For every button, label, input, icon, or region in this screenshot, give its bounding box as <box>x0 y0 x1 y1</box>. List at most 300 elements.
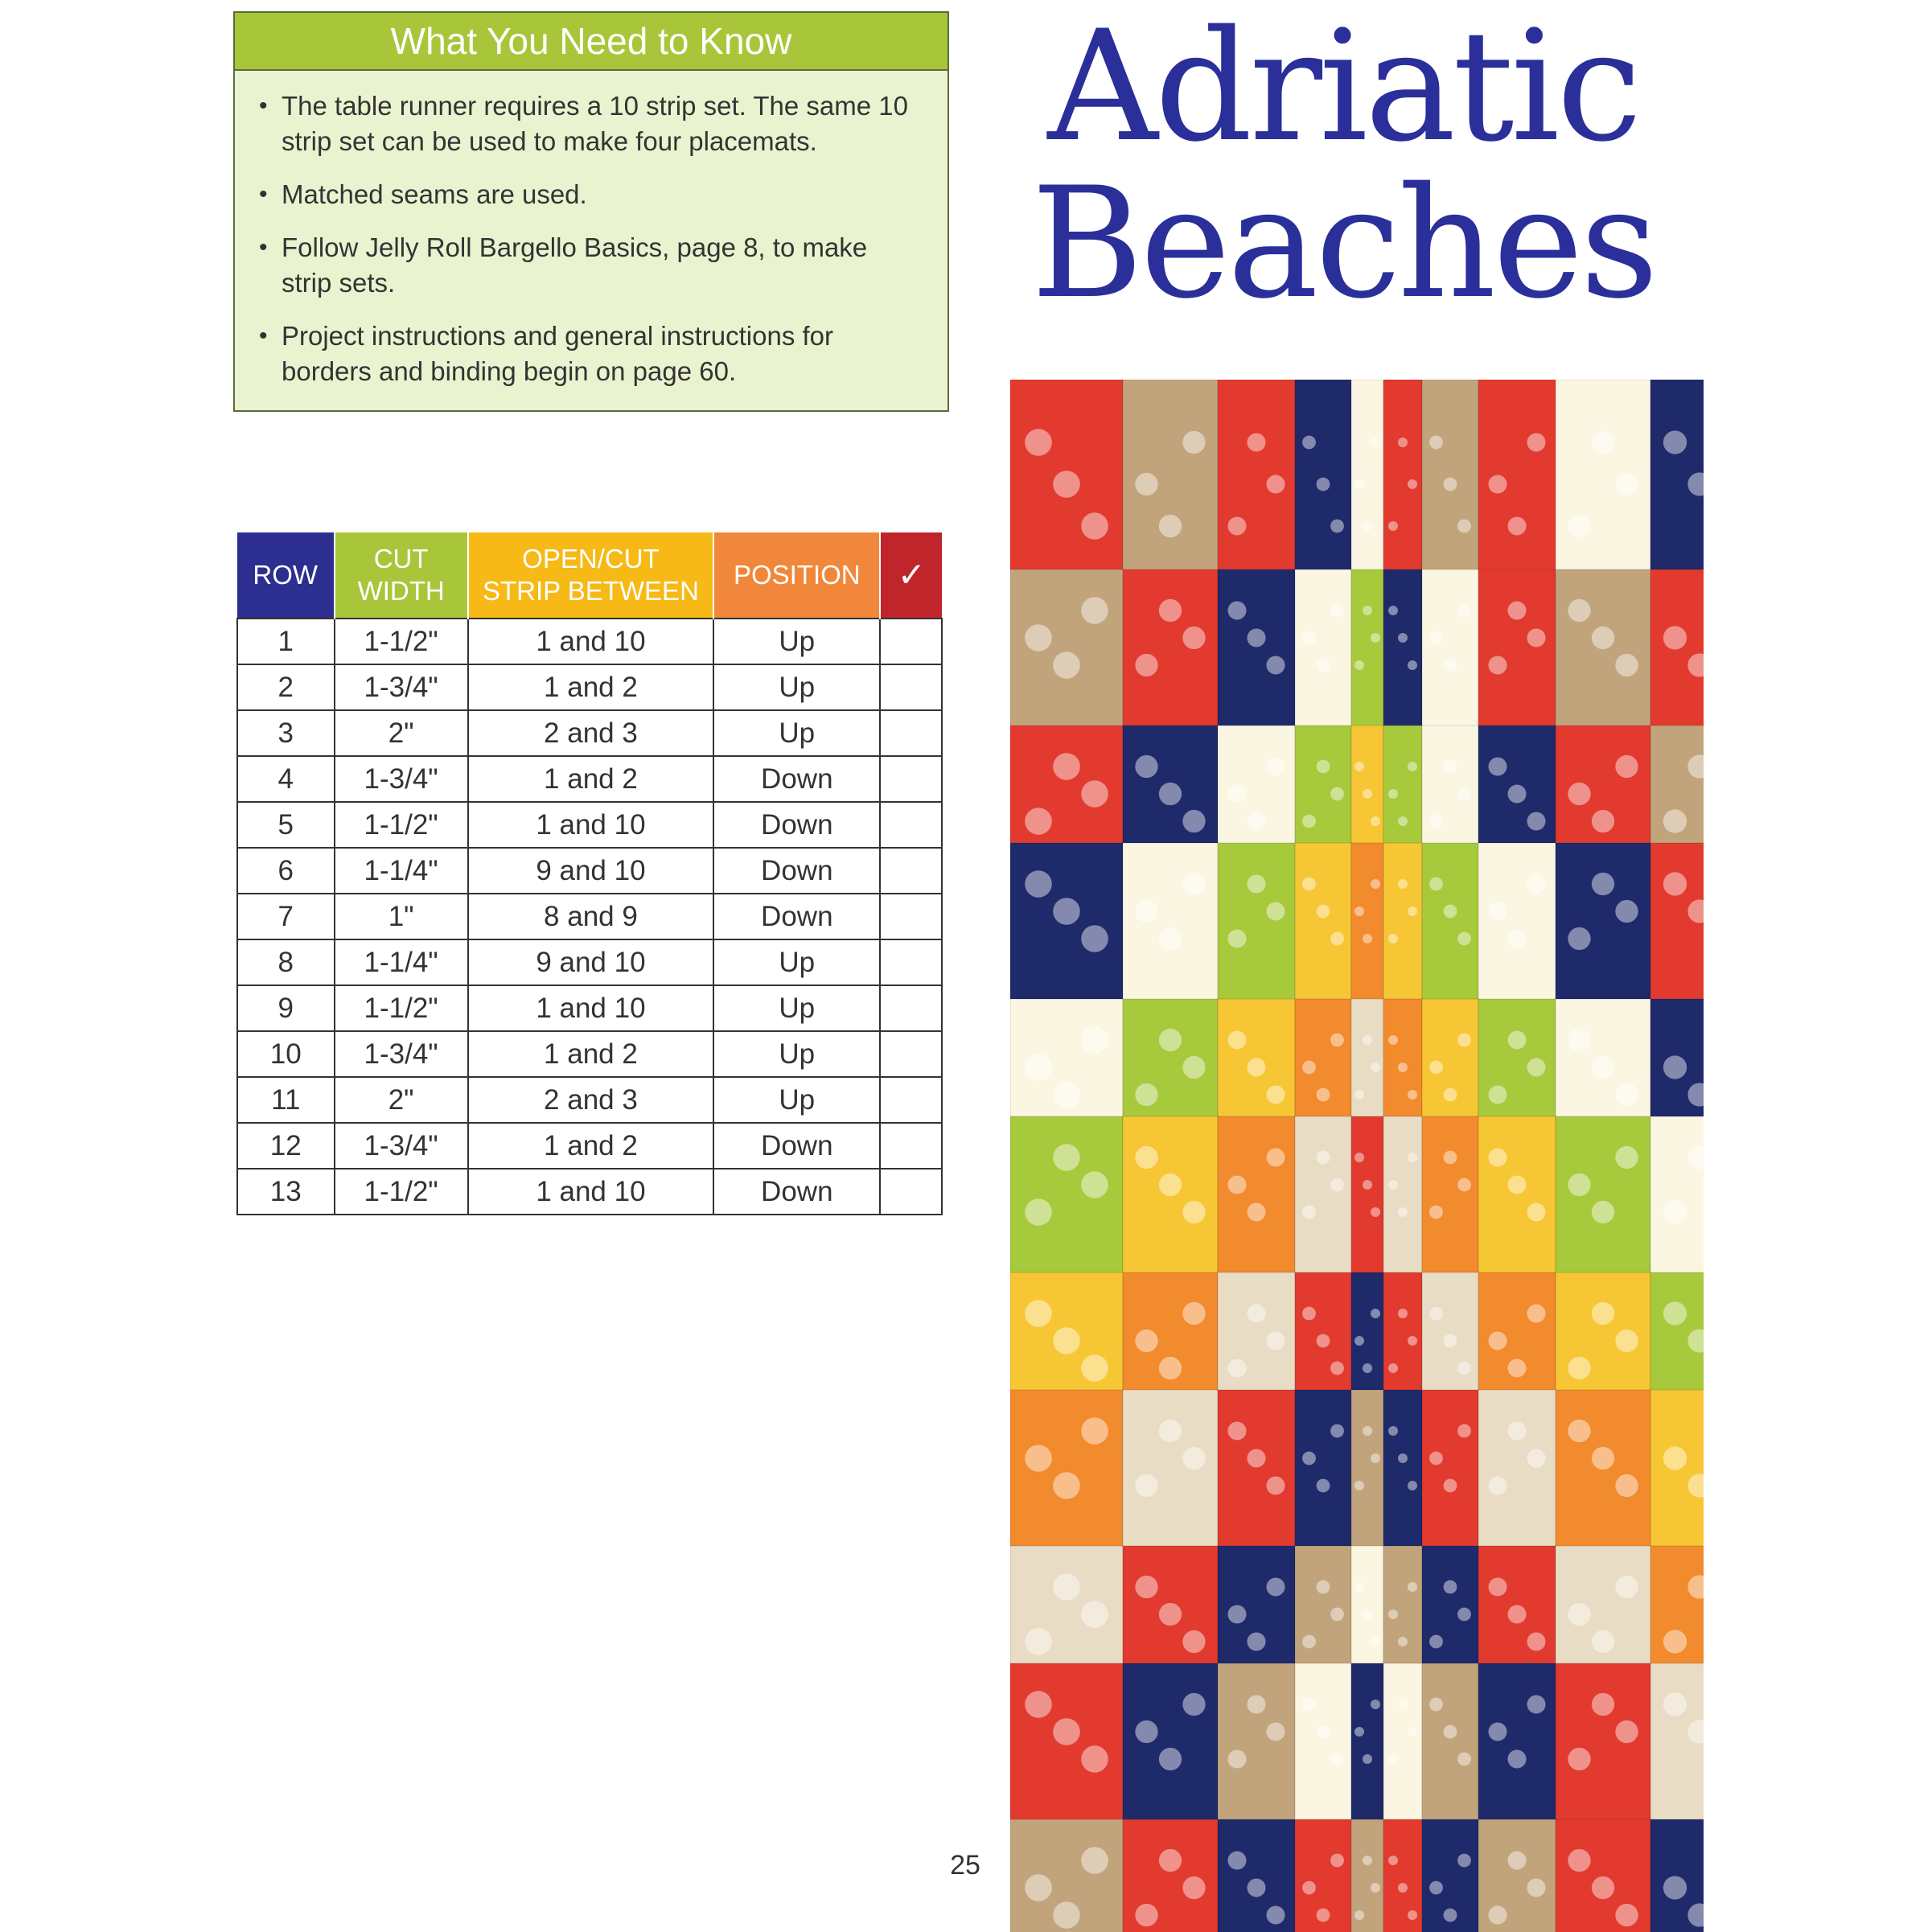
fabric-motif <box>1507 516 1526 535</box>
quilt-patch <box>1218 843 1295 1004</box>
fabric-motif <box>1330 932 1344 946</box>
fabric-motif <box>1227 516 1246 535</box>
quilt-patch <box>1351 1390 1383 1551</box>
fabric-motif <box>1317 760 1330 774</box>
cell-open-cut: 8 and 9 <box>468 894 713 939</box>
fabric-motif <box>1398 1063 1408 1072</box>
fabric-motif <box>1568 1849 1590 1872</box>
fabric-motif <box>1053 1081 1080 1108</box>
fabric-motif <box>1363 1856 1372 1865</box>
fabric-motif <box>1398 438 1408 447</box>
fabric-motif <box>1302 631 1316 645</box>
fabric-motif <box>1317 905 1330 919</box>
quilt-photo <box>1010 380 1704 1932</box>
cell-row: 7 <box>237 894 335 939</box>
cell-position: Up <box>713 1031 880 1077</box>
fabric-motif <box>1429 1206 1443 1219</box>
fabric-motif <box>1081 925 1108 952</box>
fabric-motif <box>1429 878 1443 891</box>
quilt-patch <box>1218 1390 1295 1551</box>
cutting-table <box>236 532 943 1215</box>
fabric-motif <box>1568 599 1590 622</box>
fabric-motif <box>1663 809 1687 832</box>
fabric-motif <box>1663 1055 1687 1079</box>
header-cut-width <box>335 532 468 619</box>
fabric-motif <box>1025 1874 1052 1901</box>
fabric-motif <box>1388 606 1398 615</box>
table-row <box>237 985 942 1031</box>
fabric-motif <box>1408 1153 1417 1162</box>
fabric-motif <box>1159 599 1182 622</box>
fabric-motif <box>1568 1748 1590 1770</box>
cell-position: Down <box>713 756 880 802</box>
fabric-motif <box>1266 475 1285 493</box>
fabric-motif <box>1227 1030 1246 1049</box>
fabric-motif <box>1053 1327 1080 1354</box>
cell-cut-width: 2" <box>335 710 468 756</box>
fabric-motif <box>1025 1691 1052 1718</box>
fabric-motif <box>1457 932 1471 946</box>
fabric-motif <box>1592 1302 1614 1325</box>
fabric-motif <box>1507 1359 1526 1377</box>
fabric-motif <box>1081 1745 1108 1773</box>
fabric-motif <box>1053 1144 1080 1171</box>
fabric-motif <box>1135 1083 1157 1106</box>
fabric-motif <box>1592 627 1614 649</box>
fabric-motif <box>1135 755 1157 778</box>
fabric-motif <box>1592 1877 1614 1899</box>
fabric-motif <box>1488 475 1507 493</box>
fabric-motif <box>1363 1754 1372 1764</box>
fabric-motif <box>1025 808 1052 835</box>
cell-cut-width: 1-1/4" <box>335 848 468 894</box>
cell-checkbox[interactable] <box>880 939 942 985</box>
fabric-motif <box>1081 1026 1108 1054</box>
table-row <box>237 1077 942 1123</box>
fabric-motif <box>1488 1148 1507 1166</box>
fabric-motif <box>1025 429 1052 456</box>
fabric-motif <box>1527 812 1545 830</box>
table-row <box>237 894 942 939</box>
cell-checkbox[interactable] <box>880 664 942 710</box>
fabric-motif <box>1182 1302 1205 1325</box>
fabric-motif <box>1398 633 1408 643</box>
fabric-motif <box>1527 433 1545 451</box>
fabric-motif <box>1363 789 1372 799</box>
fabric-motif <box>1363 1363 1372 1373</box>
fabric-motif <box>1457 1034 1471 1047</box>
title-line-1: Adriatic <box>1047 0 1639 175</box>
fabric-motif <box>1388 1754 1398 1764</box>
fabric-motif <box>1081 1171 1108 1198</box>
fabric-motif <box>1527 1632 1545 1650</box>
fabric-motif <box>1444 478 1457 491</box>
fabric-motif <box>1182 1877 1205 1899</box>
fabric-motif <box>1457 1178 1471 1192</box>
fabric-motif <box>1568 1420 1590 1442</box>
fabric-motif <box>1408 1090 1417 1100</box>
quilt-patch <box>1650 569 1704 730</box>
fabric-motif <box>1615 1904 1638 1926</box>
fabric-motif <box>1457 787 1471 801</box>
fabric-motif <box>1227 784 1246 803</box>
cell-checkbox[interactable] <box>880 619 942 664</box>
cell-open-cut: 2 and 3 <box>468 1077 713 1123</box>
fabric-motif <box>1615 473 1638 495</box>
fabric-motif <box>1444 1479 1457 1493</box>
fabric-motif <box>1398 879 1408 889</box>
fabric-motif <box>1398 816 1408 826</box>
fabric-motif <box>1527 1695 1545 1713</box>
info-item-text: The table runner requires a 10 strip set. The same 10 strip set can be used to make four placemats. <box>282 91 908 156</box>
cell-cut-width: 1-3/4" <box>335 756 468 802</box>
fabric-motif <box>1247 1632 1265 1650</box>
fabric-motif <box>1266 1577 1285 1596</box>
fabric-motif <box>1317 478 1330 491</box>
fabric-motif <box>1354 1910 1364 1920</box>
table-row <box>237 756 942 802</box>
fabric-motif <box>1081 1417 1108 1445</box>
cell-checkbox[interactable] <box>880 848 942 894</box>
fabric-motif <box>1507 1175 1526 1194</box>
fabric-motif <box>1429 815 1443 828</box>
checkmark-icon: ✓ <box>880 532 942 619</box>
fabric-motif <box>1081 1601 1108 1628</box>
fabric-motif <box>1159 515 1182 537</box>
quilt-patch <box>1478 1663 1556 1824</box>
quilt-patch <box>1556 569 1650 730</box>
fabric-motif <box>1527 1449 1545 1467</box>
fabric-motif <box>1371 633 1380 643</box>
fabric-motif <box>1247 628 1265 647</box>
fabric-motif <box>1568 1603 1590 1626</box>
fabric-motif <box>1227 1421 1246 1440</box>
cell-checkbox[interactable] <box>880 710 942 756</box>
quilt-patch <box>1295 1390 1351 1551</box>
quilt-patch <box>1123 1663 1218 1824</box>
cell-open-cut: 9 and 10 <box>468 939 713 985</box>
fabric-motif <box>1408 1727 1417 1737</box>
header-open-cut-line2: STRIP BETWEEN <box>482 576 699 606</box>
table-row <box>237 1169 942 1215</box>
fabric-motif <box>1444 1581 1457 1594</box>
quilt-patch <box>1478 1390 1556 1551</box>
quilt-patch <box>1123 569 1218 730</box>
cell-open-cut: 1 and 2 <box>468 1123 713 1169</box>
cell-checkbox[interactable] <box>880 985 942 1031</box>
fabric-motif <box>1488 1331 1507 1350</box>
cell-open-cut: 1 and 10 <box>468 802 713 848</box>
fabric-motif <box>1363 1609 1372 1619</box>
quilt-patch <box>1650 1116 1704 1277</box>
fabric-motif <box>1568 783 1590 805</box>
fabric-motif <box>1159 927 1182 950</box>
cell-position: Down <box>713 802 880 848</box>
cell-position: Up <box>713 710 880 756</box>
fabric-motif <box>1507 784 1526 803</box>
fabric-motif <box>1159 1603 1182 1626</box>
fabric-motif <box>1388 1426 1398 1436</box>
fabric-motif <box>1302 815 1316 828</box>
quilt-patch <box>1351 1663 1383 1824</box>
cell-open-cut: 1 and 2 <box>468 756 713 802</box>
fabric-motif <box>1568 1029 1590 1051</box>
fabric-motif <box>1081 597 1108 624</box>
fabric-motif <box>1266 1331 1285 1350</box>
fabric-motif <box>1507 1851 1526 1869</box>
cell-position: Down <box>713 1123 880 1169</box>
quilt-patch <box>1295 1663 1351 1824</box>
fabric-motif <box>1444 1334 1457 1348</box>
fabric-motif <box>1429 631 1443 645</box>
fabric-motif <box>1135 1330 1157 1352</box>
fabric-motif <box>1182 1201 1205 1223</box>
fabric-motif <box>1317 1088 1330 1102</box>
fabric-motif <box>1592 1630 1614 1653</box>
fabric-motif <box>1053 1472 1080 1499</box>
fabric-motif <box>1227 1851 1246 1869</box>
fabric-motif <box>1266 1148 1285 1166</box>
fabric-motif <box>1592 810 1614 832</box>
cell-checkbox[interactable] <box>880 756 942 802</box>
fabric-motif <box>1592 1201 1614 1223</box>
fabric-motif <box>1663 1446 1687 1470</box>
fabric-motif <box>1371 1700 1380 1709</box>
table-row <box>237 848 942 894</box>
cell-checkbox[interactable] <box>880 894 942 939</box>
fabric-motif <box>1488 902 1507 920</box>
cell-row: 1 <box>237 619 335 664</box>
fabric-motif <box>1388 1609 1398 1619</box>
fabric-motif <box>1135 1474 1157 1497</box>
quilt-patch <box>1650 1390 1704 1551</box>
quilt-patch <box>1478 1116 1556 1277</box>
header-row: ROW <box>237 532 335 619</box>
fabric-motif <box>1354 1727 1364 1737</box>
fabric-motif <box>1568 1357 1590 1379</box>
fabric-motif <box>1053 1573 1080 1601</box>
fabric-motif <box>1371 1883 1380 1893</box>
fabric-motif <box>1398 1453 1408 1463</box>
fabric-motif <box>1330 604 1344 618</box>
fabric-motif <box>1266 656 1285 674</box>
fabric-motif <box>1527 1058 1545 1076</box>
fabric-motif <box>1302 1452 1316 1465</box>
fabric-motif <box>1159 1420 1182 1442</box>
quilt-patch <box>1383 1663 1422 1824</box>
quilt-patch <box>1010 1116 1123 1277</box>
quilt-image <box>1010 380 1704 1932</box>
cell-open-cut: 9 and 10 <box>468 848 713 894</box>
fabric-motif <box>1302 1206 1316 1219</box>
fabric-motif <box>1388 1035 1398 1045</box>
quilt-patch <box>1556 1390 1650 1551</box>
fabric-motif <box>1488 656 1507 674</box>
fabric-motif <box>1507 1749 1526 1768</box>
fabric-motif <box>1429 1452 1443 1465</box>
fabric-motif <box>1568 515 1590 537</box>
info-list-item <box>259 177 923 212</box>
quilt-patch <box>1218 1663 1295 1824</box>
fabric-motif <box>1444 1088 1457 1102</box>
info-item-text: Project instructions and general instructions for borders and binding begin on page 60. <box>282 321 834 386</box>
fabric-motif <box>1527 874 1545 893</box>
fabric-motif <box>1135 654 1157 676</box>
fabric-motif <box>1317 659 1330 672</box>
fabric-motif <box>1025 1628 1052 1655</box>
fabric-motif <box>1302 1307 1316 1321</box>
fabric-motif <box>1025 870 1052 898</box>
page-title <box>1013 0 1673 332</box>
header-open-cut <box>468 532 713 619</box>
fabric-motif <box>1429 1881 1443 1895</box>
fabric-motif <box>1429 1307 1443 1321</box>
fabric-motif <box>1266 1905 1285 1924</box>
cell-checkbox[interactable] <box>880 802 942 848</box>
fabric-motif <box>1363 521 1372 531</box>
cell-cut-width: 1-3/4" <box>335 1031 468 1077</box>
fabric-motif <box>1025 1445 1052 1472</box>
fabric-motif <box>1330 1362 1344 1375</box>
fabric-motif <box>1330 1753 1344 1766</box>
fabric-motif <box>1354 660 1364 670</box>
fabric-motif <box>1247 1202 1265 1221</box>
quilt-patch <box>1383 843 1422 1004</box>
fabric-motif <box>1330 1608 1344 1622</box>
fabric-motif <box>1317 1581 1330 1594</box>
fabric-motif <box>1371 1063 1380 1072</box>
fabric-motif <box>1354 479 1364 489</box>
cell-row: 9 <box>237 985 335 1031</box>
info-list-item <box>259 230 923 301</box>
info-box-title: What You Need to Know <box>235 13 948 71</box>
fabric-motif <box>1182 1056 1205 1079</box>
quilt-patch <box>1650 843 1704 1004</box>
fabric-motif <box>1507 601 1526 619</box>
cell-row: 3 <box>237 710 335 756</box>
cell-row: 13 <box>237 1169 335 1215</box>
fabric-motif <box>1592 431 1614 454</box>
quilt-patch <box>1351 569 1383 730</box>
quilt-patch <box>1295 1116 1351 1277</box>
cell-position: Up <box>713 985 880 1031</box>
fabric-motif <box>1135 900 1157 923</box>
quilt-patch <box>1383 569 1422 730</box>
cell-cut-width: 1-3/4" <box>335 664 468 710</box>
quilt-patch <box>1556 1116 1650 1277</box>
fabric-motif <box>1247 1304 1265 1322</box>
quilt-patch <box>1218 1116 1295 1277</box>
fabric-motif <box>1302 1635 1316 1649</box>
fabric-motif <box>1053 652 1080 679</box>
fabric-motif <box>1025 624 1052 652</box>
fabric-motif <box>1398 1883 1408 1893</box>
fabric-motif <box>1592 1447 1614 1470</box>
fabric-motif <box>1398 1700 1408 1709</box>
fabric-motif <box>1663 430 1687 454</box>
fabric-motif <box>1488 1085 1507 1104</box>
table-row <box>237 939 942 985</box>
fabric-motif <box>1527 1202 1545 1221</box>
fabric-motif <box>1663 1301 1687 1325</box>
cell-open-cut: 1 and 10 <box>468 1169 713 1215</box>
fabric-motif <box>1444 1151 1457 1165</box>
cell-checkbox[interactable] <box>880 1031 942 1077</box>
fabric-motif <box>1507 1421 1526 1440</box>
fabric-motif <box>1507 1030 1526 1049</box>
cell-checkbox[interactable] <box>880 1123 942 1169</box>
fabric-motif <box>1568 927 1590 950</box>
fabric-motif <box>1398 1637 1408 1646</box>
fabric-motif <box>1182 1693 1205 1716</box>
fabric-motif <box>1182 1630 1205 1653</box>
fabric-motif <box>1408 479 1417 489</box>
fabric-motif <box>1317 1334 1330 1348</box>
fabric-motif <box>1527 1304 1545 1322</box>
info-list <box>235 71 948 389</box>
fabric-motif <box>1227 929 1246 948</box>
table-header-row <box>237 532 942 619</box>
fabric-motif <box>1330 1034 1344 1047</box>
cell-row: 11 <box>237 1077 335 1123</box>
quilt-patch <box>1010 1390 1123 1551</box>
quilt-patch <box>1218 569 1295 730</box>
fabric-motif <box>1444 760 1457 774</box>
fabric-motif <box>1354 1582 1364 1592</box>
quilt-patch <box>1383 1390 1422 1551</box>
fabric-motif <box>1371 438 1380 447</box>
fabric-motif <box>1408 1336 1417 1346</box>
fabric-motif <box>1371 879 1380 889</box>
fabric-motif <box>1081 780 1108 808</box>
quilt-patch <box>1295 843 1351 1004</box>
fabric-motif <box>1388 1180 1398 1190</box>
table-body <box>237 619 942 1215</box>
fabric-motif <box>1615 654 1638 676</box>
fabric-motif <box>1615 900 1638 923</box>
cell-checkbox[interactable] <box>880 1077 942 1123</box>
table-row <box>237 1123 942 1169</box>
fabric-motif <box>1457 520 1471 533</box>
fabric-motif <box>1247 1878 1265 1897</box>
fabric-motif <box>1615 1474 1638 1497</box>
fabric-motif <box>1302 1698 1316 1712</box>
bullet-icon: • <box>259 181 268 208</box>
fabric-motif <box>1615 1720 1638 1743</box>
quilt-patch <box>1556 1663 1650 1824</box>
fabric-motif <box>1053 471 1080 498</box>
fabric-motif <box>1398 1309 1408 1318</box>
fabric-motif <box>1429 1635 1443 1649</box>
quilt-patch <box>1422 569 1478 730</box>
cell-checkbox[interactable] <box>880 1169 942 1215</box>
cell-open-cut: 1 and 10 <box>468 619 713 664</box>
fabric-motif <box>1247 1695 1265 1713</box>
fabric-motif <box>1444 1909 1457 1922</box>
fabric-motif <box>1227 1175 1246 1194</box>
fabric-motif <box>1227 1605 1246 1623</box>
cell-cut-width: 2" <box>335 1077 468 1123</box>
quilt-patch <box>1422 1663 1478 1824</box>
cell-row: 4 <box>237 756 335 802</box>
quilt-patch <box>1422 843 1478 1004</box>
cell-cut-width: 1-3/4" <box>335 1123 468 1169</box>
fabric-motif <box>1266 1476 1285 1494</box>
cell-open-cut: 1 and 10 <box>468 985 713 1031</box>
table-row <box>237 802 942 848</box>
fabric-motif <box>1247 1449 1265 1467</box>
fabric-motif <box>1159 783 1182 805</box>
